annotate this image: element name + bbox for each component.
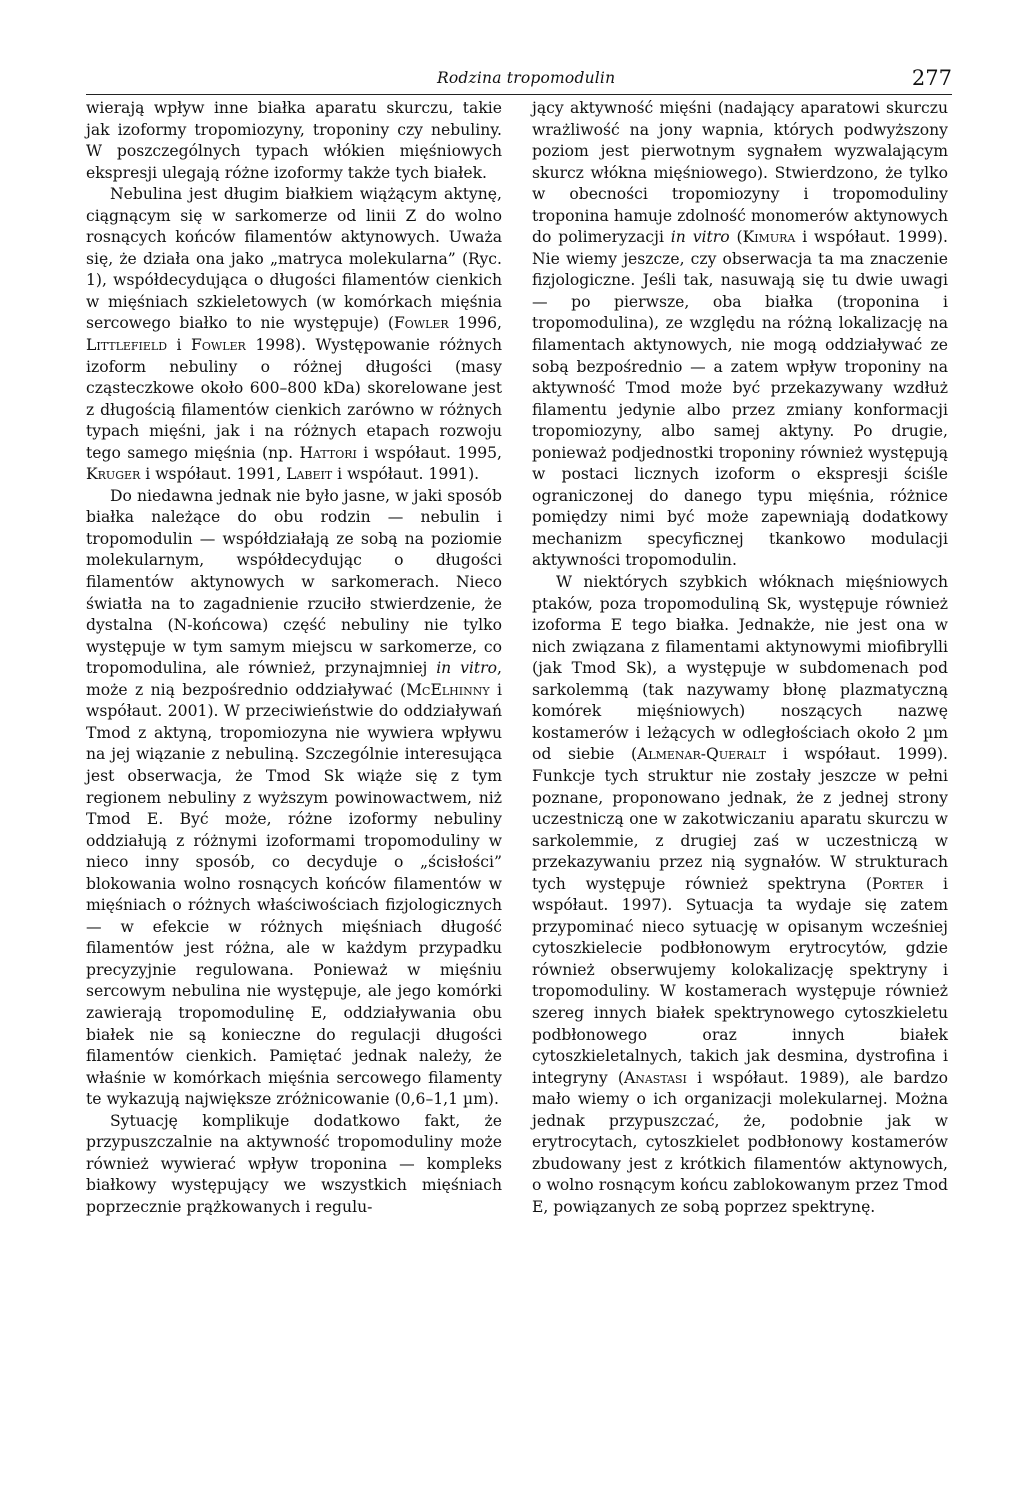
citation-author: Littlefield [86, 336, 168, 355]
running-header [86, 66, 952, 95]
citation-author: Fowler [191, 336, 246, 355]
citation-author: Almenar-Queralt [637, 745, 767, 764]
paragraph-continuation: wierają wpływ inne białka aparatu skurczu, takie jak izoformy tropomiozyny, troponiny czy nebuliny. W poszczególnych typach włókien mięśniowych ekspresji ulegają różne izoformy także tych białek. [86, 99, 502, 182]
left-column [86, 98, 502, 1218]
paragraph-costameres: W niektórych szybkich włóknach mięśniowych ptaków, poza tropomoduliną Sk, występuje również izoforma E tego białka. Jednakże, nie jest ona w nich związana z filamentami aktynowymi miofibrylli (jak Tmod Sk), a występuje w subdomenach pod sarkolemmą (tak nazywamy błonę plazmatyczną komórek mięśniowych) noszących nazwę kostamerów i leżących w odległościach około 2 µm od siebie (Almenar-Queralt i współaut. 1999). Funkcje tych struktur nie zostały jeszcze w pełni poznane, proponowano jednak, że z jednej strony uczestniczą one w zakotwiczaniu aparatu skurczu w sarkolemmie, z drugiej zaś w uczestniczą w przekazywaniu przez nią sygnałów. W strukturach tych występuje również spektryna (Porter i współaut. 1997). Sytuacja ta wydaje się zatem przypominać nieco sytuację w opisanym wcześniej cytoszkielecie podbłonowym erytrocytów, gdzie również obserwujemy kolokalizację spektryny i tropomoduliny. W kostamerach występuje również szereg innych białek spektrynowego cytoszkieletu podbłonowego oraz innych białek cytoszkieletalnych, takich jak desmina, dystrofina i integryny (Anastasi i współaut. 1989), ale bardzo mało wiemy o ich organizacji molekularnej. Można jednak przypuszczać, że, podobnie jak w erytrocytach, cytoszkielet podbłonowy kostamerów zbudowany jest z krótkich filamentów aktynowych, o wolno rosnącym końcu zablokowanym przez Tmod E, powiązanych ze sobą poprzez spektrynę. [532, 573, 948, 1216]
citation-author: Porter [871, 874, 924, 893]
paragraph-troponin: Sytuację komplikuje dodatkowo fakt, że przypuszczalnie na aktywność tropomoduliny może również wywierać wpływ troponina — kompleks białkowy występujący we wszystkich mięśniach poprzecznie prążkowanych i regulu- [86, 1111, 502, 1216]
paragraph-troponin-continued: jący aktywność mięśni (nadający aparatowi skurczu wrażliwość na jony wapnia, których podwyższony poziom jest pierwotnym sygnałem wyzwalającym skurcz włókna mięśniowego). Stwierdzono, że tylko w obecności tropomiozyny i tropomoduliny troponina hamuje zdolność monomerów aktynowych do polimeryzacji in vitro (Kimura i współaut. 1999). Nie wiemy jeszcze, czy obserwacja ta ma znaczenie fizjologiczne. Jeśli tak, nasuwają się tu dwie uwagi — po pierwsze, oba białka (troponina i tropomodulina), ze względu na różną lokalizację na filamentach aktynowych, nie mogą oddziaływać ze sobą bezpośrednio — a zatem wpływ troponiny na aktywność Tmod może być przekazywany wzdłuż filamentu jedynie albo przez zmiany konformacji tropomiozyny, albo samej aktyny. Po drugie, ponieważ podjednostki troponiny również występują w postaci licznych izoform o ekspresji ściśle ograniczonej do danego typu mięśnia, różnice pomiędzy nimi być może zapewniają dodatkowy mechanizm specyficznej tkankowo modulacji aktywności tropomodulin. [532, 99, 948, 570]
citation-author: McElhinny [406, 680, 490, 699]
citation-author: Labeit [286, 465, 333, 484]
italic-term: in vitro [436, 659, 498, 678]
citation-author: Anastasi [623, 1068, 687, 1087]
page-number: 277 [911, 66, 952, 90]
citation-author: Kimura [742, 228, 796, 247]
paragraph-nebulina: Nebulina jest długim białkiem wiążącym aktynę, ciągnącym się w sarkomerze od linii Z do wolno rosnących końców filamentów aktynowych. Uważa się, że działa ona jako „matryca molekularna” (Ryc. 1), współdecydująca o długości filamentów cienkich w mięśniach szkieletowych (w komórkach mięśnia sercowego białko to nie występuje) (Fowler 1996, Littlefield i Fowler 1998). Występowanie różnych izoform nebuliny o różnej długości (masy cząsteczkowe około 600–800 kDa) skorelowane jest z długością filamentów cienkich zarówno w różnych typach mięśni, jak i na różnych etapach rozwoju tego samego mięśnia (np. Hattori i współaut. 1995, Kruger i współaut. 1991, Labeit i współaut. 1991). [86, 185, 502, 484]
citation-author: Kruger [86, 465, 141, 484]
paragraph-interaction: Do niedawna jednak nie było jasne, w jaki sposób białka należące do obu rodzin — nebulin i tropomodulin — współdziałają ze sobą na poziomie molekularnym, współdecydując o długości filamentów aktynowych w sarkomerach. Nieco światła na to zagadnienie rzuciło stwierdzenie, że dystalna (N-końcowa) część nebuliny nie tylko występuje w tym samym miejscu w sarkomerze, co tropomodulina, ale również, przynajmniej in vitro, może z nią bezpośrednio oddziaływać (McElhinny i współaut. 2001). W przeciwieństwie do oddziaływań Tmod z aktyną, tropomiozyna nie wywiera wpływu na jej wiązanie z nebuliną. Szczególnie interesująca jest obserwacja, że Tmod Sk wiąże się z tym regionem nebuliny z wyższym powinowactwem, niż Tmod E. Być może, różne izoformy nebuliny oddziałują z różnymi izoformami tropomoduliny w nieco inny sposób, co decyduje o „ścisłości” blokowania wolno rosnących końców filamentów w mięśniach o różnych właściwościach fizjologicznych — w efekcie w różnych mięśniach długość filamentów jest różna, ale w każdym przypadku precyzyjnie regulowana. Ponieważ w mięśniu sercowym nebulina nie występuje, ale jego komórki zawierają tropomodulinę E, oddziaływania obu białek nie są konieczne do regulacji długości filamentów cienkich. Pamiętać jednak należy, że właśnie w komórkach mięśnia sercowego filamenty te wykazują największe zróżnicowanie (0,6–1,1 µm). [86, 486, 502, 1109]
right-column [532, 98, 948, 1218]
citation-author: Fowler [393, 314, 449, 333]
italic-term: in vitro [670, 228, 730, 247]
running-title: Rodzina tropomodulin [437, 69, 616, 87]
citation-author: Hattori [299, 443, 357, 462]
